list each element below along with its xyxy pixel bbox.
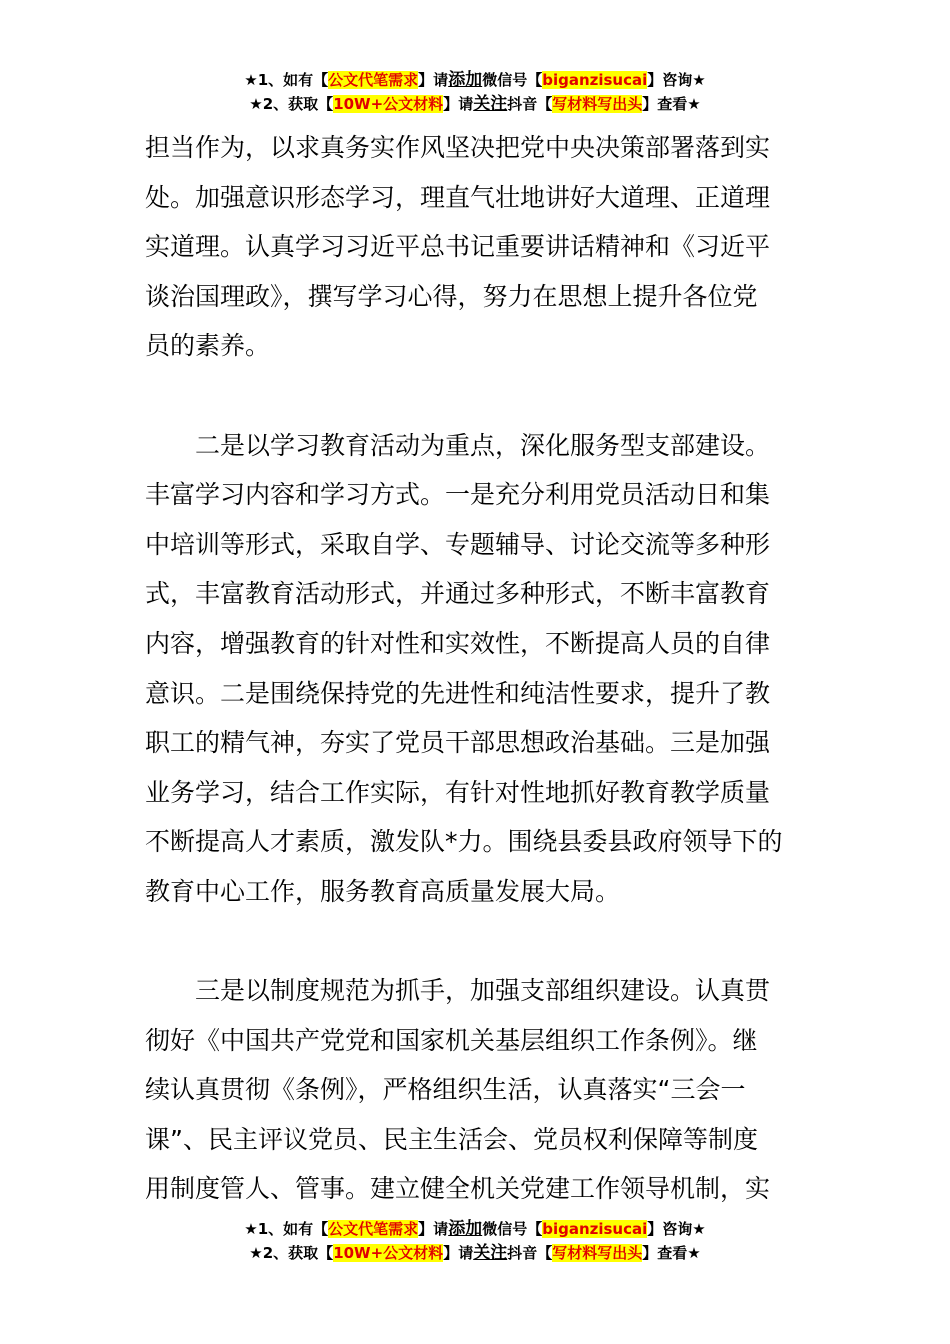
- highlight-writing-service: 公文代笔需求: [328, 71, 419, 89]
- banner-line-2: [0, 92, 950, 116]
- header-banner: [0, 68, 950, 116]
- text-line: 二是以学习教育活动为重点，深化服务型支部建设。: [145, 430, 771, 460]
- text-line: 式，丰富教育活动形式，并通过多种形式，不断丰富教育: [145, 579, 771, 609]
- highlight-writing-service: 公文代笔需求: [328, 1220, 419, 1238]
- text-line: 三是以制度规范为抓手，加强支部组织建设。认真贯: [145, 976, 771, 1006]
- banner-text: 】咨询★: [647, 71, 706, 89]
- highlight-wechat-id: biganzisucai: [542, 71, 648, 89]
- banner-text: 】咨询★: [647, 1220, 706, 1238]
- text-line: 不断提高人才素质，激发队*力。围绕县委县政府领导下的: [145, 827, 783, 857]
- document-body: [145, 123, 810, 1214]
- banner-text: 微信号【: [482, 1220, 543, 1238]
- paragraph-1: [145, 123, 810, 371]
- highlight-douyin-account: 写材料写出头: [552, 1244, 643, 1262]
- banner-text: ★2、获取【: [249, 95, 334, 113]
- banner-text: ★1、如有【: [244, 1220, 329, 1238]
- highlight-wechat-id: biganzisucai: [542, 1220, 648, 1238]
- underlined-add: 添加: [448, 1219, 483, 1239]
- text-line: 内容，增强教育的针对性和实效性，不断提高人员的自律: [145, 628, 771, 658]
- banner-text: 】查看★: [642, 1244, 701, 1262]
- banner-text: 】请: [418, 71, 449, 89]
- underlined-follow: 关注: [473, 94, 508, 114]
- banner-text: ★1、如有【: [244, 71, 329, 89]
- text-line: 课”、民主评议党员、民主生活会、党员权利保障等制度: [145, 1124, 758, 1154]
- banner-line-2: [0, 1241, 950, 1265]
- text-line: 意识。二是围绕保持党的先进性和纯洁性要求，提升了教: [145, 678, 771, 708]
- text-line: 用制度管人、管事。建立健全机关党建工作领导机制，实: [145, 1174, 771, 1204]
- banner-line-1: [0, 68, 950, 92]
- banner-text: 抖音【: [507, 1244, 553, 1262]
- text-line: 谈治国理政》，撰写学习心得，努力在思想上提升各位党: [145, 281, 758, 311]
- banner-text: 抖音【: [507, 95, 553, 113]
- banner-text: 】请: [443, 95, 474, 113]
- text-line: 实道理。认真学习习近平总书记重要讲话精神和《习近平: [145, 232, 771, 262]
- paragraph-2: [145, 421, 810, 917]
- text-line: 员的素养。: [145, 331, 271, 361]
- paragraph-3: [145, 966, 810, 1214]
- banner-text: 】请: [418, 1220, 449, 1238]
- banner-line-1: [0, 1217, 950, 1241]
- banner-text: 】请: [443, 1244, 474, 1262]
- underlined-follow: 关注: [473, 1243, 508, 1263]
- footer-banner: [0, 1217, 950, 1265]
- banner-text: ★2、获取【: [249, 1244, 334, 1262]
- text-line: 续认真贯彻《条例》，严格组织生活，认真落实“三会一: [145, 1075, 746, 1105]
- banner-text: 】查看★: [642, 95, 701, 113]
- text-line: 教育中心工作，服务教育高质量发展大局。: [145, 876, 621, 906]
- text-line: 彻好《中国共产党党和国家机关基层组织工作条例》。继: [145, 1025, 758, 1055]
- text-line: 职工的精气神，夯实了党员干部思想政治基础。三是加强: [145, 728, 771, 758]
- paragraph-gap: [145, 917, 810, 967]
- text-line: 中培训等形式，采取自学、专题辅导、讨论交流等多种形: [145, 529, 771, 559]
- text-line: 担当作为，以求真务实作风坚决把党中央决策部署落到实: [145, 133, 771, 162]
- paragraph-gap: [145, 371, 810, 421]
- text-line: 处。加强意识形态学习，理直气壮地讲好大道理、正道理: [145, 182, 771, 212]
- banner-text: 微信号【: [482, 71, 543, 89]
- text-line: 业务学习，结合工作实际，有针对性地抓好教育教学质量: [145, 777, 771, 807]
- highlight-douyin-account: 写材料写出头: [552, 95, 643, 113]
- highlight-materials: 10W+公文材料: [333, 1244, 444, 1262]
- text-line: 丰富学习内容和学习方式。一是充分利用党员活动日和集: [145, 480, 771, 510]
- underlined-add: 添加: [448, 70, 483, 90]
- highlight-materials: 10W+公文材料: [333, 95, 444, 113]
